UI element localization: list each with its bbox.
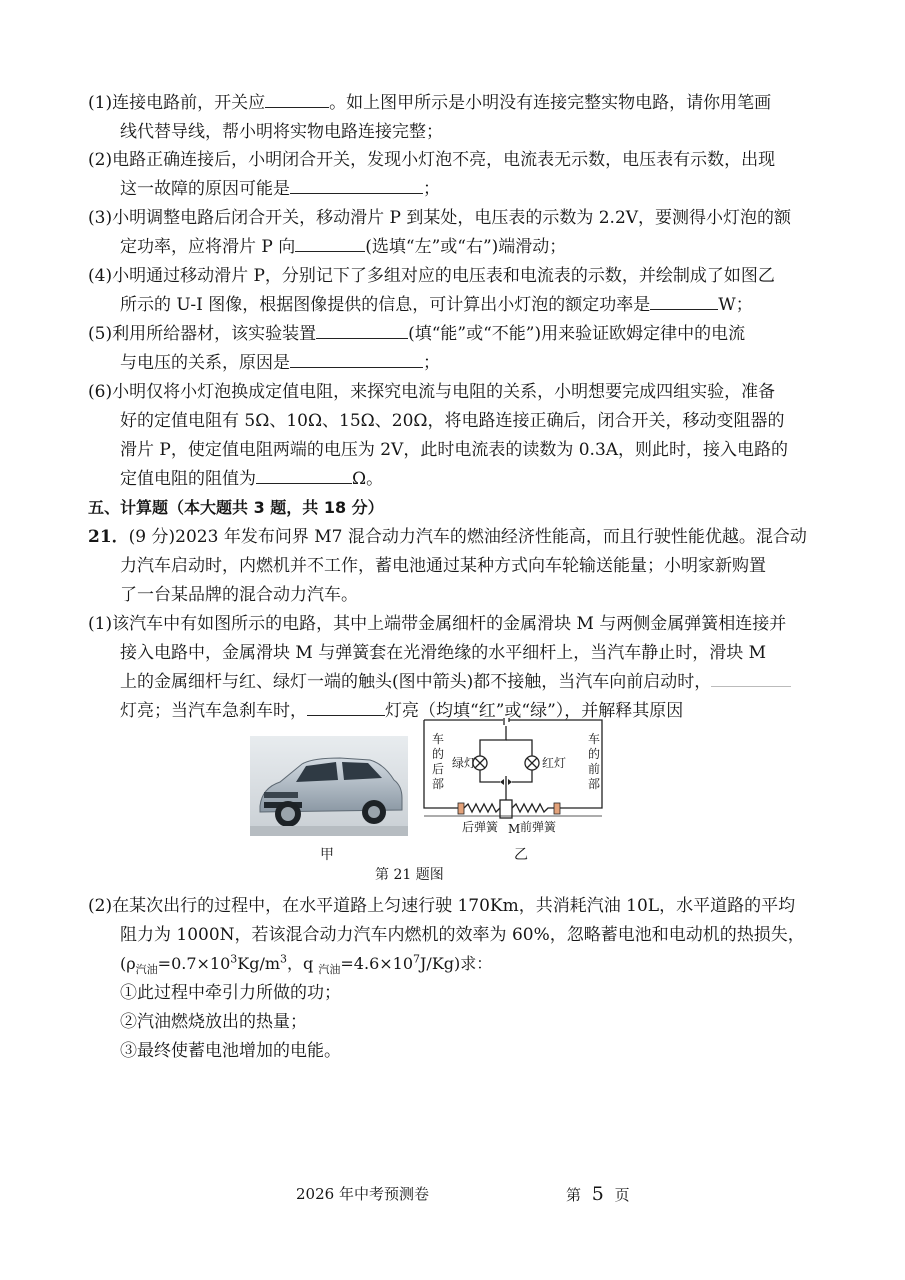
q6-answer-blank[interactable] [256, 467, 352, 484]
q3-text-b: 定功率，应将滑片 P 向 [120, 237, 296, 257]
rho-unit-exponent: 3 [280, 952, 288, 966]
section-title: 五、计算题（本大题共 3 题，共 18 分） [88, 498, 384, 517]
car-photo [250, 736, 408, 836]
q4-line2 [120, 293, 753, 317]
q21-p1-line3 [120, 670, 791, 694]
q21-sub2: ②汽油燃烧放出的热量； [120, 1012, 307, 1032]
car-front-char-4: 部 [588, 777, 601, 791]
car-rear-char-3: 后 [432, 762, 445, 776]
slider-m-label: M [508, 822, 521, 836]
circuit-diagram [422, 718, 604, 864]
q2-answer-blank[interactable] [290, 177, 423, 194]
car-front-char-3: 前 [588, 762, 601, 776]
q6-line1: (6)小明仅将小灯泡换成定值电阻，来探究电流与电阻的关系，小明想要完成四组实验，准备 [88, 382, 776, 402]
q6-line2: 好的定值电阻有 5Ω、10Ω、15Ω、20Ω，将电路连接正确后，闭合开关，移动变阻器的 [120, 411, 785, 431]
green-light-label: 绿灯 [452, 756, 477, 770]
q21-sub1: ①此过程中牵引力所做的功； [120, 983, 341, 1003]
footer-page [566, 1183, 630, 1205]
q6-text-e: Ω。 [352, 469, 384, 489]
q5-line2 [120, 351, 440, 375]
q21-p1-text-d: 灯亮；当汽车急刹车时， [120, 701, 307, 721]
q21-p1-text-c: 上的金属细杆与红、绿灯一端的触头(图中箭头)都不接触，当汽车向前启动时， [120, 672, 712, 692]
figure-label-jia: 甲 [320, 847, 334, 863]
q4-line1: (4)小明通过移动滑片 P，分别记下了多组对应的电压表和电流表的示数，并绘制成了如图乙 [88, 266, 775, 286]
q5-line1 [88, 322, 745, 346]
q3-line1: (3)小明调整电路后闭合开关，移动滑片 P 到某处，电压表的示数为 2.2V，要测得小灯泡的额 [88, 208, 792, 228]
q1-line2: 线代替导线，帮小明将实物电路连接完整； [120, 122, 443, 142]
figure-label-yi: 乙 [514, 847, 528, 863]
rho-subscript: 汽油 [135, 963, 158, 977]
figure-21 [250, 718, 610, 888]
q2-line2 [120, 177, 440, 201]
q21-p2-line2: 阻力为 1000N，若该混合动力汽车内燃机的效率为 60%，忽略蓄电池和电动机的热损失， [120, 925, 805, 945]
car-rear-char-1: 车 [432, 732, 445, 746]
rear-spring-label: 后弹簧 [462, 820, 499, 834]
q2-text-b: 这一故障的原因可能是 [120, 179, 290, 199]
q-value: =4.6×10 [340, 954, 414, 973]
q5-text-c: 与电压的关系，原因是 [120, 353, 290, 373]
q21-p2-line3 [120, 952, 492, 976]
q21-p1-answer-blank-1[interactable] [711, 670, 791, 687]
q-unit: J/Kg)求： [420, 954, 493, 973]
q1-text-a: (1)连接电路前，开关应 [88, 93, 266, 113]
car-front-label [588, 732, 600, 792]
footer-exam-name: 2026 年中考预测卷 [296, 1185, 429, 1203]
q21-p1-line1: (1)该汽车中有如图所示的电路，其中上端带金属细杆的金属滑块 M 与两侧金属弹簧相连接并 [88, 614, 787, 634]
q1-text-b: 。如上图甲所示是小明没有连接完整实物电路，请你用笔画 [329, 93, 772, 113]
car-rear-char-2: 的 [432, 747, 445, 761]
rho-exponent: 3 [230, 952, 238, 966]
q6-line3: 滑片 P，使定值电阻两端的电压为 2V，此时电流表的读数为 0.3A，则此时，接入电路的 [120, 440, 789, 460]
page-prefix: 第 [566, 1186, 582, 1204]
car-rear-char-4: 部 [432, 777, 445, 791]
rho-value: =0.7×10 [157, 954, 231, 973]
q3-line2 [120, 235, 566, 259]
q4-text-c: W； [718, 295, 753, 315]
q21-intro-line1 [88, 525, 807, 549]
q5-text-b: (填“能”或“不能”)用来验证欧姆定律中的电流 [408, 324, 746, 344]
q21-p1-text-e: 灯亮（均填“红”或“绿”），并解释其原因 [385, 701, 684, 721]
q21-sub3: ③最终使蓄电池增加的电能。 [120, 1041, 341, 1061]
q5-text-d: ； [423, 353, 440, 373]
q2-line1: (2)电路正确连接后，小明闭合开关，发现小灯泡不亮，电流表无示数，电压表有示数，出现 [88, 150, 776, 170]
q4-answer-blank[interactable] [650, 293, 718, 310]
page-suffix: 页 [614, 1186, 630, 1204]
q21-intro-a: (9 分)2023 年发布问界 M7 混合动力汽车的燃油经济性能高，而且行驶性能优越。混合动 [128, 527, 807, 547]
red-light-label: 红灯 [542, 756, 567, 770]
q21-intro-line3: 了一台某品牌的混合动力汽车。 [120, 585, 358, 605]
car-front-char-2: 的 [588, 747, 601, 761]
rho-unit: Kg/m [237, 954, 281, 973]
q-symbol: ，q [287, 954, 319, 973]
q5-text-a: (5)利用所给器材，该实验装置 [88, 324, 317, 344]
q21-p1-answer-blank-2[interactable] [307, 699, 385, 716]
q5-answer-blank-2[interactable] [290, 351, 423, 368]
q4-text-b: 所示的 U-I 图像，根据图像提供的信息，可计算出小灯泡的额定功率是 [120, 295, 651, 315]
car-rear-label [432, 732, 444, 792]
front-spring-label: 前弹簧 [520, 820, 557, 834]
q6-text-d: 定值电阻的阻值为 [120, 469, 256, 489]
q-exponent: 7 [413, 952, 421, 966]
q3-answer-blank[interactable] [295, 235, 365, 252]
q21-p2-line1: (2)在某次出行的过程中，在水平道路上匀速行驶 170Km，共消耗汽油 10L，水平道路的平均 [88, 896, 796, 916]
q21-intro-line2: 力汽车启动时，内燃机并不工作，蓄电池通过某种方式向车轮输送能量；小明家新购置 [120, 556, 766, 576]
q6-line4 [120, 467, 383, 491]
figure-caption: 第 21 题图 [375, 867, 444, 883]
q2-text-c: ； [423, 179, 440, 199]
q5-answer-blank-1[interactable] [316, 322, 408, 339]
page-number: 5 [591, 1183, 604, 1205]
q1-line1 [88, 91, 771, 115]
q1-answer-blank[interactable] [265, 91, 329, 108]
q3-text-c: (选填“左”或“右”)端滑动； [365, 237, 567, 257]
q-subscript: 汽油 [318, 963, 341, 977]
car-front-char-1: 车 [588, 732, 601, 746]
rho-symbol: (ρ [120, 954, 136, 973]
q21-number: 21． [88, 527, 129, 547]
q21-p1-line2: 接入电路中，金属滑块 M 与弹簧套在光滑绝缘的水平细杆上，当汽车静止时，滑块 M [120, 643, 767, 663]
